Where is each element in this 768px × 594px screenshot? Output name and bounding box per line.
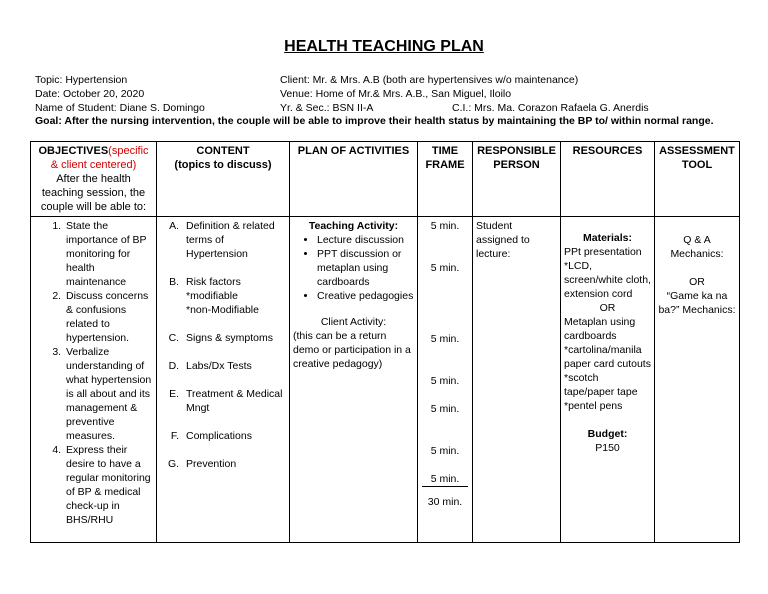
- date-line: Date: October 20, 2020: [35, 88, 145, 100]
- list-item: 4. Express their desire to have a regular monitoring of BP & medical check-up in BHS/RHU: [64, 443, 153, 527]
- budget-value: P150: [595, 442, 620, 454]
- objectives-cell: [31, 217, 157, 543]
- game-mechanics: “Game ka na ba?” Mechanics:: [658, 290, 736, 316]
- list-item: F. Complications: [182, 429, 286, 443]
- resources-header: RESOURCES: [561, 142, 655, 217]
- qa-mechanics: Q & A Mechanics:: [670, 234, 724, 260]
- time-frame-total: 30 min.: [427, 496, 463, 508]
- assessment-header: ASSESSMENT TOOL: [655, 142, 740, 217]
- activities-header: PLAN OF ACTIVITIES: [290, 142, 418, 217]
- yr-sec-line: Yr. & Sec.: BSN II-A: [280, 102, 374, 114]
- client-line: Client: Mr. & Mrs. A.B (both are hypertensives w/o maintenance): [280, 74, 579, 86]
- materials-text: PPt presentation *LCD, screen/white cloth, extension cord: [564, 246, 651, 300]
- list-item: C. Signs & symptoms: [182, 331, 286, 345]
- time-frame-value: 5 min.: [430, 403, 460, 415]
- assessment-or: OR: [689, 276, 705, 288]
- resources-cell: [561, 217, 655, 543]
- materials-label: Materials:: [582, 232, 633, 244]
- list-item: • Lecture discussion: [317, 233, 414, 247]
- list-item: • PPT discussion or metaplan using cardboards: [317, 247, 414, 289]
- content-cell: [157, 217, 290, 543]
- teaching-activity-label: Teaching Activity:: [308, 220, 399, 232]
- time-frame-cell: [418, 217, 473, 543]
- topic-line: Topic: Hypertension: [35, 74, 128, 86]
- table-row: [31, 217, 740, 543]
- content-header: CONTENT (topics to discuss): [157, 142, 290, 217]
- time-frame-value: 5 min.: [430, 220, 460, 232]
- student-line: Name of Student: Diane S. Domingo: [35, 102, 205, 114]
- teaching-plan-table: [30, 141, 740, 543]
- list-item: • Creative pedagogies: [317, 289, 414, 303]
- list-item: 3. Verbalize understanding of what hypertension is all about and its management & preventive measures.: [64, 345, 153, 443]
- metaplan-text: Metaplan using cardboards *cartolina/manila paper card cutouts *scotch tape/paper tape *pentel pens: [564, 316, 651, 412]
- activities-cell: [290, 217, 418, 543]
- list-item: B. Risk factors *modifiable *non-Modifiable: [182, 275, 286, 317]
- resources-or: OR: [599, 302, 616, 314]
- table-header-row: [31, 142, 740, 217]
- time-frame-value: 5 min.: [430, 445, 460, 457]
- client-activity-text: (this can be a return demo or participation in a creative pedagogy): [293, 330, 411, 370]
- total-divider: [422, 486, 468, 487]
- objectives-intro: After the health teaching session, the couple will be able to:: [40, 173, 147, 213]
- venue-line: Venue: Home of Mr.& Mrs. A.B., San Miguel, Iloilo: [280, 88, 512, 100]
- responsible-cell: Student assigned to lecture:: [473, 217, 561, 543]
- time-frame-value: 5 min.: [430, 262, 460, 274]
- assessment-cell: [655, 217, 740, 543]
- list-item: 1. State the importance of BP monitoring for health maintenance: [64, 219, 153, 289]
- list-item: 2. Discuss concerns & confusions related to hypertension.: [64, 289, 153, 345]
- budget-label: Budget:: [587, 428, 628, 440]
- list-item: D. Labs/Dx Tests: [182, 359, 286, 373]
- time-frame-value: 5 min.: [430, 473, 460, 485]
- responsible-header: RESPONSIBLE PERSON: [473, 142, 561, 217]
- time-frame-value: 5 min.: [430, 375, 460, 387]
- time-frame-value: 5 min.: [430, 333, 460, 345]
- list-item: G. Prevention: [182, 457, 286, 471]
- client-activity-label: Client Activity:: [320, 316, 387, 328]
- objectives-header: OBJECTIVES(specific & client centered) After the health teaching session, the couple will be able to:: [31, 142, 157, 217]
- goal-line: Goal: After the nursing intervention, the couple will be able to improve their health status by maintaining the BP to/ within normal range.: [35, 115, 714, 127]
- list-item: A. Definition & related terms of Hypertension: [182, 219, 286, 261]
- page-title: HEALTH TEACHING PLAN: [284, 38, 484, 55]
- ci-line: C.I.: Mrs. Ma. Corazon Rafaela G. Anerdis: [452, 102, 649, 114]
- time-frame-header: TIME FRAME: [418, 142, 473, 217]
- list-item: E. Treatment & Medical Mngt: [182, 387, 286, 415]
